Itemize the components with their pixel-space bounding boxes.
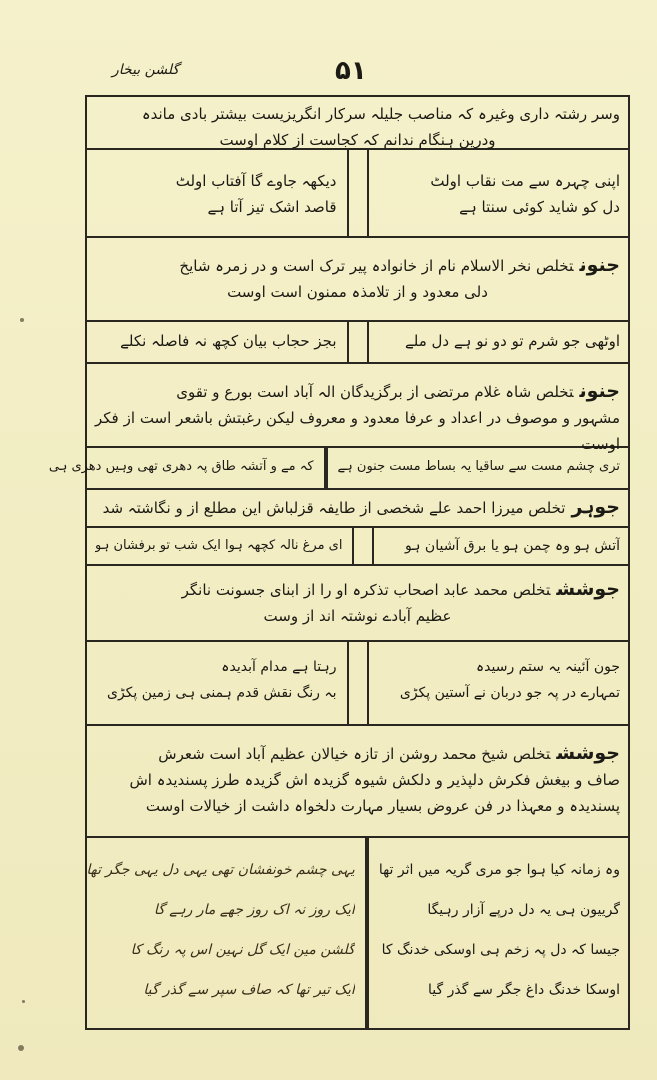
prose-line: ودرین ہنگام ندانم کہ کجاست از کلام اوست	[219, 131, 496, 149]
prose-line: مشہور و موصوف در اعداد و عرفا معدود و معروف لیکن رغبتش باشعر است از فکر اوست	[95, 409, 620, 453]
poet-name: جنون	[579, 254, 620, 276]
verse-line: اپنی چہرہ سے مت نقاب اولٹ	[430, 172, 620, 190]
page-number: ۵۱	[335, 56, 367, 86]
verse-line: تری چشم مست سے ساقیا یہ بساط مست جنون ہے	[337, 459, 620, 474]
prose-line: صاف و بیغش فکرش دلپذیر و دلکش شیوہ گزیدہ اش گزیدہ طرز پسندیدہ اش	[129, 771, 620, 789]
verse-line: ای مرغ نالہ کچھہ ہوا ایک شب تو برفشان ہو	[95, 538, 343, 553]
running-head: گلشن بیخار	[112, 62, 180, 78]
prose-line: تخلص شیخ محمد روشن از تازہ خیالان عظیم آباد است شعرش	[158, 745, 551, 763]
poet-name: جوشش	[556, 742, 620, 764]
column-divider	[347, 322, 369, 362]
prose-line: پسندیدہ و معہذا در فن عروض بسیار مہارت دلخواہ داشت از خیالات اوست	[145, 797, 620, 815]
verse-left-hemistich	[85, 150, 347, 236]
verse-row	[85, 642, 630, 726]
verse-line: کہ مے و آتشہ طاق پہ دھری تھی وہیں دھری ہی	[48, 459, 314, 474]
verse-line: ایک تیر تھا کہ صاف سپر سے گذر گیا	[143, 982, 355, 998]
verse-line: تمہارے در پہ جو دربان نے آستین پکڑی	[399, 685, 620, 701]
verse-line: گرییون ہی یہ دل درپے آزار رہیگا	[427, 902, 620, 918]
verse-line: بجز حجاب بیان کچھ نہ فاصلہ نکلے	[120, 332, 337, 350]
column-divider	[347, 150, 369, 236]
verse-left-hemistich	[85, 528, 352, 564]
prose-line: وسر رشتہ داری وغیرہ کہ مناصب جلیلہ سرکار انگریزیست بیشتر بادی ماندہ	[141, 105, 620, 123]
prose-line: تخلص میرزا احمد علے شخصی از طایفہ قزلباش این مطلع از و نگاشتہ شد	[102, 499, 566, 517]
verse-line: ایک روز نہ اک روز جھے مار رہے گا	[153, 902, 355, 918]
prose-line: تخلص محمد عابد اصحاب تذکرہ او را از ابنای جسونت نانگر	[181, 581, 551, 599]
verse-row	[85, 528, 630, 566]
verse-left-hemistich	[39, 448, 324, 488]
poet-entry	[85, 490, 630, 528]
prose-line: تخلص نخر الاسلام نام از خانوادہ پیر ترک است و در زمرہ شایخ	[179, 257, 574, 275]
verse-row	[48, 448, 630, 490]
poet-entry	[85, 238, 630, 322]
verse-line: جیسا کہ دل پہ زخم ہی اوسکی خدنگ کا	[381, 942, 620, 958]
ink-stain	[22, 1000, 25, 1003]
verse-left-hemistich	[76, 838, 364, 1030]
column-divider	[347, 642, 369, 724]
poet-entry	[85, 364, 630, 453]
verse-left-hemistich	[85, 322, 347, 362]
prose-line: دلی معدود و از تلامذہ ممنون است اوست	[227, 283, 488, 301]
prose-block	[85, 97, 630, 150]
verse-right-hemistich	[369, 322, 631, 362]
verse-line: یہی چشم خونفشان تھی یہی دل یہی جگر تھا	[86, 862, 355, 878]
column-divider	[352, 528, 374, 564]
verse-line: بہ رنگ نقش قدم ہمنی ہی زمین پکڑی	[107, 685, 337, 701]
verse-row	[85, 322, 630, 364]
verse-line: دل کو شاید کوئی سنتا ہے	[459, 198, 620, 216]
column-divider	[324, 448, 328, 488]
prose-line: عظیم آبادے نوشتہ اند از وست	[263, 607, 452, 625]
prose-line: تخلص شاہ غلام مرتضی از برگزیدگان الہ آباد است بورع و تقوی	[176, 383, 574, 401]
verse-line: دیکھہ جاوے گا آفتاب اولٹ	[175, 172, 337, 190]
poet-entry	[85, 566, 630, 642]
column-divider	[365, 838, 369, 1030]
poet-entry	[85, 726, 630, 838]
verse-line: رہتا ہے مدام آبدیدہ	[221, 659, 337, 675]
ink-stain	[20, 318, 24, 322]
verse-line: قاصد اشک تیز آتا ہے	[207, 198, 337, 216]
verse-line: آتش ہو وہ چمن ہو یا برق آشیان ہو	[405, 538, 620, 554]
verse-line: اوٹھی جو شرم تو دو نو ہے دل ملے	[404, 332, 620, 350]
verse-right-hemistich	[374, 528, 630, 564]
verse-line: جون آئینہ یہ ستم رسیدہ	[475, 659, 620, 675]
poet-name: جنون	[579, 380, 620, 402]
verse-right-hemistich	[369, 150, 631, 236]
verse-left-hemistich	[85, 642, 347, 724]
verse-line: گلشن مین ایک گل نہین اس پہ رنگ کا	[130, 942, 355, 958]
verse-line: وہ زمانہ کیا ہوا جو مری گریہ میں اثر تھا	[378, 862, 620, 878]
poet-name: جوہر	[571, 496, 620, 518]
poet-name: جوشش	[556, 578, 620, 600]
verse-right-hemistich	[369, 642, 631, 724]
ink-stain	[18, 1045, 24, 1051]
verse-right-hemistich	[328, 448, 630, 488]
verse-right-hemistich	[369, 838, 630, 1030]
verse-line: اوسکا خدنگ داغ جگر سے گذر گیا	[428, 982, 620, 998]
verse-row	[85, 150, 630, 238]
verse-row	[85, 838, 630, 1030]
